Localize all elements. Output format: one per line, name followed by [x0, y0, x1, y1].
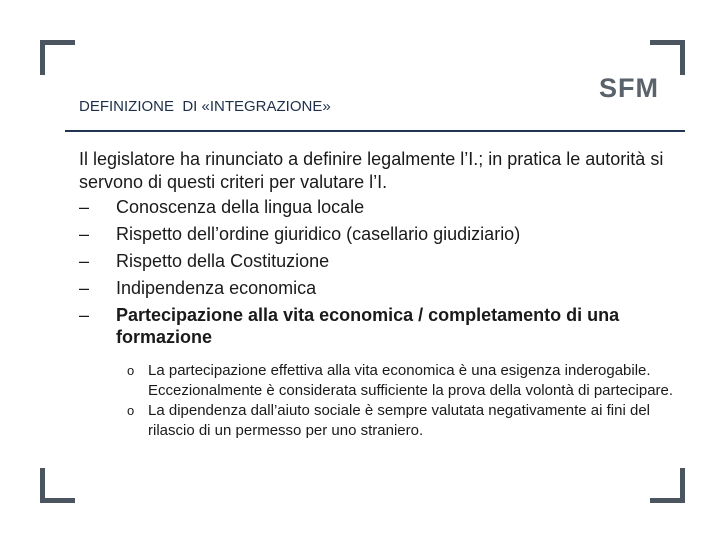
dash-marker: –: [79, 224, 90, 244]
list-item: [79, 248, 689, 275]
sub-list-item-text: La dipendenza dall’aiuto sociale è sempre valutata negativamente ai fini del rilascio di un permesso per uno straniero.: [148, 402, 650, 439]
dash-marker: –: [79, 197, 90, 217]
circle-bullet-icon: o: [127, 403, 135, 418]
slide-title: DEFINIZIONE DI «INTEGRAZIONE»: [79, 98, 331, 115]
circle-bullet-icon: o: [127, 363, 135, 378]
sub-list-item-text: La partecipazione effettiva alla vita economica è una esigenza inderogabile. Eccezionalmente è considerata sufficiente la prova della volontà di partecipare.: [148, 362, 674, 399]
dash-marker: –: [79, 251, 90, 271]
list-item: [79, 302, 689, 351]
list-item: [79, 194, 689, 221]
sub-list-item: [79, 361, 689, 401]
slide-content: [79, 148, 689, 441]
frame-corner-bottom-left: [40, 468, 75, 503]
list-item-text-bold: Partecipazione alla vita economica / completamento di una formazione: [116, 305, 620, 347]
frame-corner-bottom-right: [650, 468, 685, 503]
dash-marker: –: [79, 305, 90, 325]
dash-marker: –: [79, 278, 90, 298]
list-item-text: Rispetto dell’ordine giuridico (casellario giudiziario): [116, 224, 521, 244]
list-item: [79, 221, 689, 248]
criteria-list: [79, 194, 689, 351]
title-divider: [65, 130, 685, 132]
sub-list-item: [79, 401, 689, 441]
list-item-text: Indipendenza economica: [116, 278, 317, 298]
sfm-logo: SFM: [599, 73, 659, 103]
list-item: [79, 275, 689, 302]
frame-corner-top-right: [650, 40, 685, 75]
list-item-text: Conoscenza della lingua locale: [116, 197, 365, 217]
frame-corner-top-left: [40, 40, 75, 75]
notes-list: [79, 361, 689, 441]
intro-paragraph: Il legislatore ha rinunciato a definire legalmente l’I.; in pratica le autorità si servono di questi criteri per valutare l’I.: [79, 149, 664, 192]
list-item-text: Rispetto della Costituzione: [116, 251, 330, 271]
